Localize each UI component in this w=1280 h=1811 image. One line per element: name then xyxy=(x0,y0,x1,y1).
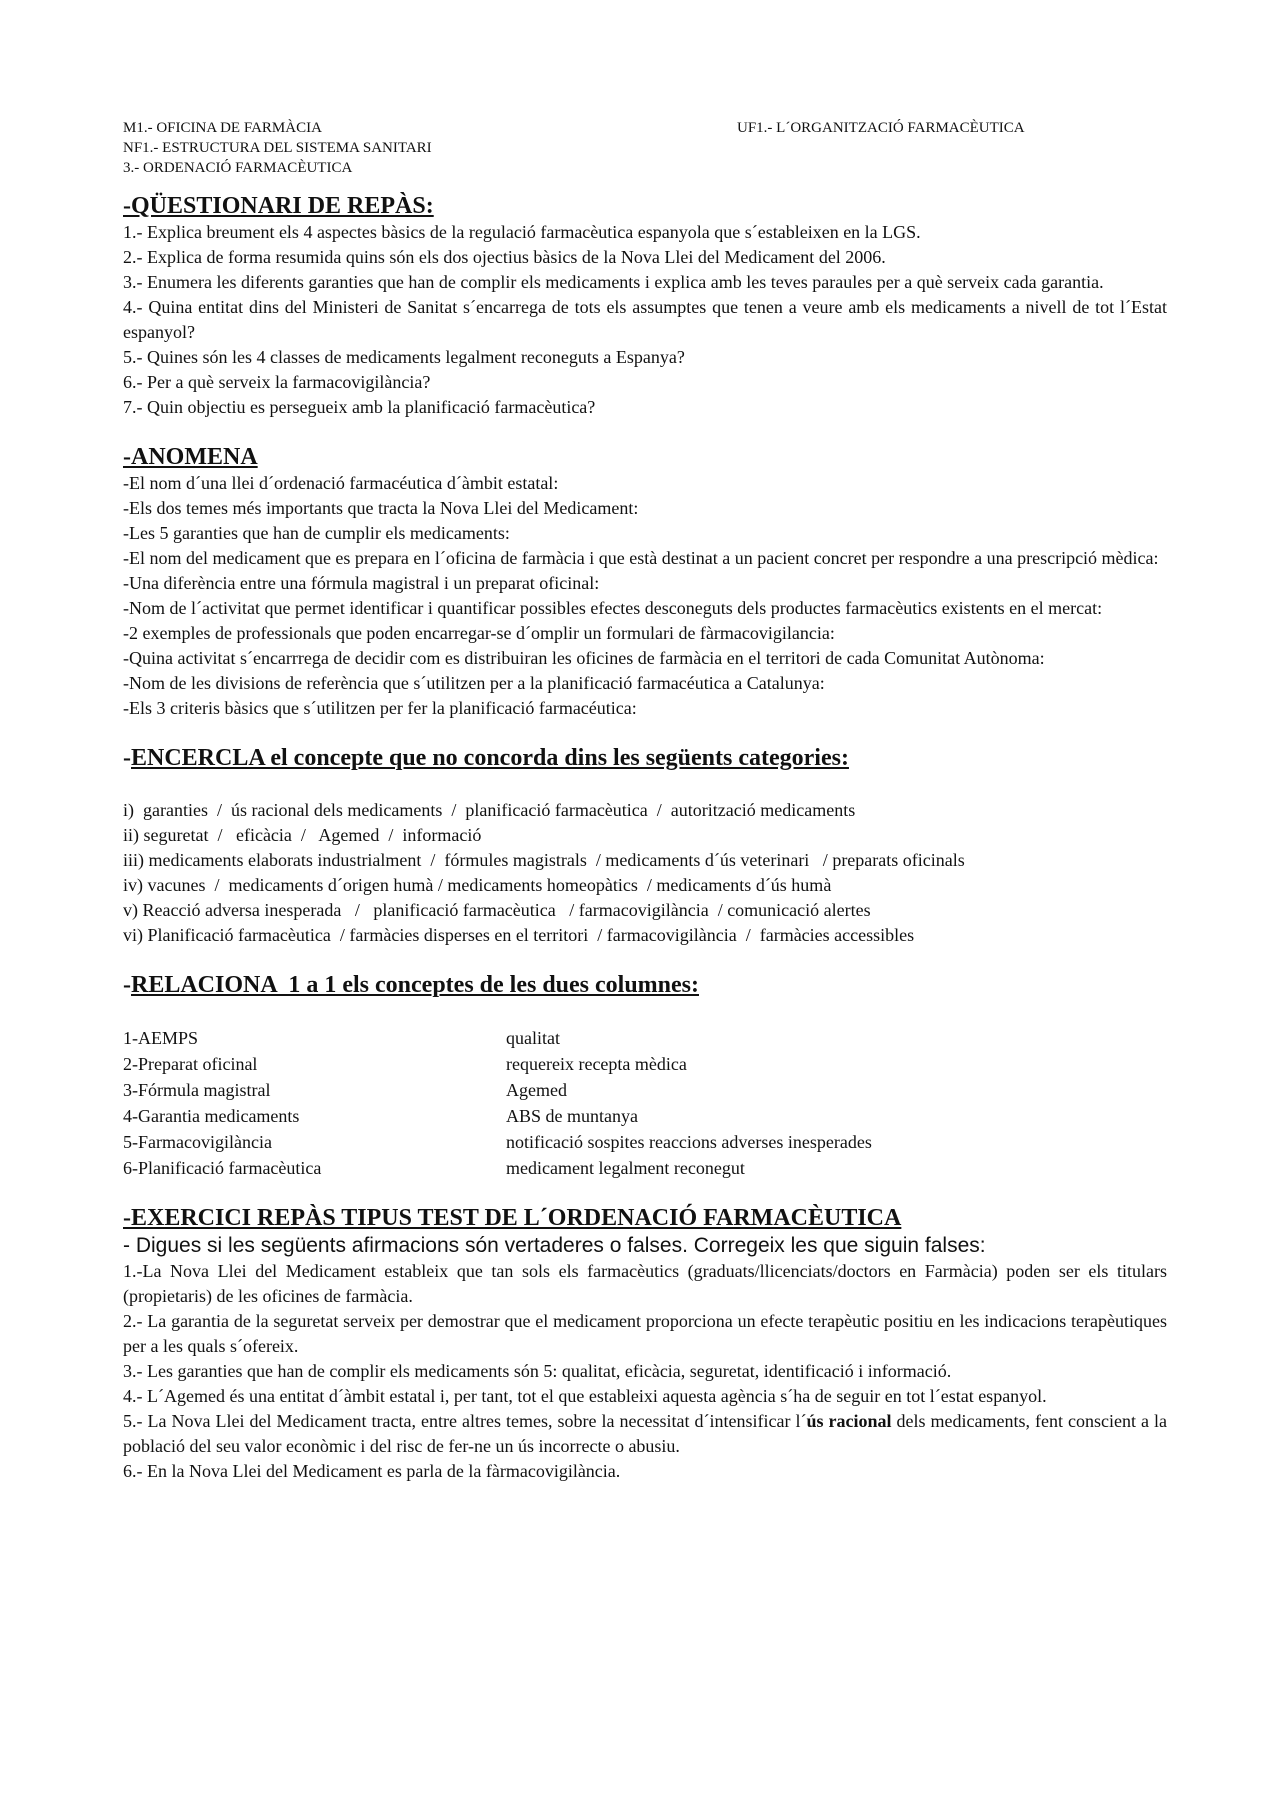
header-unit: UF1.- L´ORGANITZACIÓ FARMACÈUTICA xyxy=(737,120,1025,136)
anomena-list xyxy=(123,471,1167,721)
anomena-title: -ANOMENA xyxy=(123,444,258,470)
relaciona-left: 6-Planificació farmacèutica xyxy=(123,1158,322,1178)
anomena-item: -El nom d´una llei d´ordenació farmacéutica d´àmbit estatal: xyxy=(123,473,559,493)
relaciona-right: notificació sospites reaccions adverses inesperades xyxy=(506,1132,872,1152)
relaciona-left: 5-Farmacovigilància xyxy=(123,1132,272,1152)
anomena-item: -Les 5 garanties que han de cumplir els medicaments: xyxy=(123,523,510,543)
questionari-item: 6.- Per a què serveix la farmacovigilància? xyxy=(123,372,431,392)
test-item: 6.- En la Nova Llei del Medicament es parla de la fàrmacovigilància. xyxy=(123,1461,621,1481)
questionari-item: 4.- Quina entitat dins del Ministeri de Sanitat s´encarrega de tots els assumptes que tenen a veure amb els medicaments a nivell de tot l´Estat espanyol? xyxy=(123,297,1167,342)
anomena-item: -Els dos temes més importants que tracta la Nova Llei del Medicament: xyxy=(123,498,639,518)
questionari-title: -QÜESTIONARI DE REPÀS: xyxy=(123,193,434,219)
anomena-item: -Els 3 criteris bàsics que s´utilitzen per fer la planificació farmacéutica: xyxy=(123,698,637,718)
anomena-item: -2 exemples de professionals que poden encarregar-se d´omplir un formulari de fàrmacovigilancia: xyxy=(123,623,835,643)
test-item: 1.-La Nova Llei del Medicament estableix que tan sols els farmacèutics (graduats/llicenciats/doctors en Farmàcia) poden ser els titulars (propietaris) de les oficines de farmàcia. xyxy=(123,1261,1167,1306)
questionari-item: 5.- Quines són les 4 classes de medicaments legalment reconeguts a Espanya? xyxy=(123,347,685,367)
encercla-item: ii) seguretat / eficàcia / Agemed / informació xyxy=(123,825,482,845)
test-item: 5.- La Nova Llei del Medicament tracta, entre altres temes, sobre la necessitat d´intensificar l´ús racional dels medicaments, fent conscient a la població del seu valor econòmic i del risc de fer-ne un ús incorrecte o abusiu. xyxy=(123,1411,1167,1456)
test-instructions: - Digues si les següents afirmacions són vertaderes o falses. Corregeix les que siguin falses: xyxy=(123,1234,986,1257)
test-item: 3.- Les garanties que han de complir els medicaments són 5: qualitat, eficàcia, seguretat, identificació i informació. xyxy=(123,1361,952,1381)
relaciona-table xyxy=(123,1025,1167,1181)
anomena-item: -Nom de l´activitat que permet identificar i quantificar possibles efectes desconeguts dels productes farmacèutics existents en el mercat: xyxy=(123,598,1103,618)
relaciona-left: 4-Garantia medicaments xyxy=(123,1106,300,1126)
header-topic: 3.- ORDENACIÓ FARMACÈUTICA xyxy=(123,160,353,176)
relaciona-right: Agemed xyxy=(506,1080,567,1100)
relaciona-left: 1-AEMPS xyxy=(123,1028,199,1048)
relaciona-row xyxy=(123,1077,1167,1103)
questionari-list xyxy=(123,220,1167,420)
header-module: M1.- OFICINA DE FARMÀCIA xyxy=(123,120,322,136)
anomena-item: -Quina activitat s´encarrrega de decidir com es distribuiran les oficines de farmàcia en el territori de cada Comunitat Autònoma: xyxy=(123,648,1045,668)
relaciona-left: 2-Preparat oficinal xyxy=(123,1054,258,1074)
encercla-item: vi) Planificació farmacèutica / farmàcies disperses en el territori / farmacovigilància / farmàcies accessibles xyxy=(123,925,915,945)
test-list xyxy=(123,1259,1167,1484)
questionari-item: 7.- Quin objectiu es persegueix amb la planificació farmacèutica? xyxy=(123,397,596,417)
encercla-item: v) Reacció adversa inesperada / planificació farmacèutica / farmacovigilància / comunicació alertes xyxy=(123,900,871,920)
relaciona-right: qualitat xyxy=(506,1028,560,1048)
relaciona-right: ABS de muntanya xyxy=(506,1106,638,1126)
relaciona-right: medicament legalment reconegut xyxy=(506,1158,745,1178)
relaciona-right: requereix recepta mèdica xyxy=(506,1054,687,1074)
relaciona-row xyxy=(123,1129,1167,1155)
document-page xyxy=(123,118,1167,1484)
questionari-item: 2.- Explica de forma resumida quins són els dos ojectius bàsics de la Nova Llei del Medicament del 2006. xyxy=(123,247,886,267)
test-item: 4.- L´Agemed és una entitat d´àmbit estatal i, per tant, tot el que estableixi aquesta agència s´ha de seguir en tot l´estat espanyol. xyxy=(123,1386,1047,1406)
anomena-item: -El nom del medicament que es prepara en l´oficina de farmàcia i que està destinat a un pacient concret per respondre a una prescripció mèdica: xyxy=(123,548,1159,568)
test-title: -EXERCICI REPÀS TIPUS TEST DE L´ORDENACIÓ FARMACÈUTICA xyxy=(123,1205,902,1231)
relaciona-title: -RELACIONA 1 a 1 els conceptes de les dues columnes: xyxy=(123,972,699,998)
relaciona-row xyxy=(123,1155,1167,1181)
test-item: 2.- La garantia de la seguretat serveix per demostrar que el medicament proporciona un efecte terapèutic positiu en les indicacions terapèutiques per a les quals s´ofereix. xyxy=(123,1311,1167,1356)
document-header xyxy=(123,118,1167,178)
encercla-list xyxy=(123,798,1167,948)
questionari-item: 3.- Enumera les diferents garanties que han de complir els medicaments i explica amb les teves paraules per a què serveix cada garantia. xyxy=(123,272,1104,292)
encercla-item: iii) medicaments elaborats industrialment / fórmules magistrals / medicaments d´ús veterinari / preparats oficinals xyxy=(123,850,965,870)
relaciona-row xyxy=(123,1025,1167,1051)
encercla-item: iv) vacunes / medicaments d´origen humà / medicaments homeopàtics / medicaments d´ús humà xyxy=(123,875,832,895)
questionari-item: 1.- Explica breument els 4 aspectes bàsics de la regulació farmacèutica espanyola que s´estableixen en la LGS. xyxy=(123,222,921,242)
test-item-emphasis: ús racional xyxy=(806,1411,892,1431)
relaciona-row xyxy=(123,1103,1167,1129)
relaciona-row xyxy=(123,1051,1167,1077)
anomena-item: -Nom de les divisions de referència que s´utilitzen per a la planificació farmacéutica a Catalunya: xyxy=(123,673,825,693)
relaciona-left: 3-Fórmula magistral xyxy=(123,1080,271,1100)
encercla-title: -ENCERCLA el concepte que no concorda dins les següents categories: xyxy=(123,745,849,771)
header-nucleus: NF1.- ESTRUCTURA DEL SISTEMA SANITARI xyxy=(123,140,432,156)
encercla-item: i) garanties / ús racional dels medicaments / planificació farmacèutica / autorització medicaments xyxy=(123,800,856,820)
anomena-item: -Una diferència entre una fórmula magistral i un preparat oficinal: xyxy=(123,573,600,593)
